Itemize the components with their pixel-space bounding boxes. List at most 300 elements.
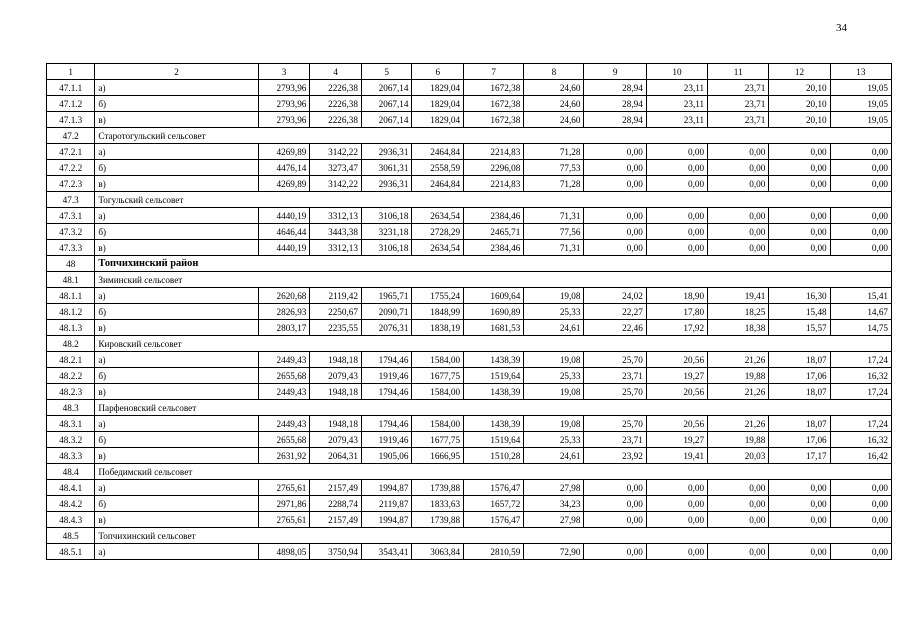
table-cell: 0,00 — [769, 512, 830, 528]
table-cell: 18,07 — [769, 352, 830, 368]
table-cell: 18,07 — [769, 384, 830, 400]
table-row — [47, 80, 892, 96]
table-cell: 2655,68 — [258, 368, 310, 384]
row-code: 48.4.1 — [47, 480, 95, 496]
table-cell: 1948,18 — [310, 384, 362, 400]
table-cell: 15,41 — [830, 288, 891, 304]
row-code: 48.1.1 — [47, 288, 95, 304]
table-cell: 23,11 — [646, 80, 707, 96]
table-cell: 1657,72 — [464, 496, 524, 512]
table-cell: 22,46 — [584, 320, 646, 336]
row-label: в) — [95, 384, 258, 400]
table-cell: 20,56 — [646, 384, 707, 400]
table-cell: 1576,47 — [464, 512, 524, 528]
table-cell: 2765,61 — [258, 512, 310, 528]
table-cell: 3312,13 — [310, 208, 362, 224]
table-row — [47, 512, 892, 528]
row-label: в) — [95, 448, 258, 464]
row-code: 48.3 — [47, 400, 95, 416]
district-row — [47, 256, 892, 272]
table-cell: 0,00 — [708, 512, 769, 528]
table-cell: 0,00 — [646, 240, 707, 256]
table-cell: 14,75 — [830, 320, 891, 336]
table-row — [47, 448, 892, 464]
table-cell: 2067,14 — [361, 80, 412, 96]
table-cell: 3106,18 — [361, 240, 412, 256]
table-cell: 0,00 — [830, 208, 891, 224]
table-cell: 19,88 — [708, 432, 769, 448]
table-cell: 4269,89 — [258, 176, 310, 192]
table-cell: 0,00 — [708, 160, 769, 176]
column-header: 2 — [95, 64, 258, 80]
table-cell: 0,00 — [646, 160, 707, 176]
row-label: а) — [95, 288, 258, 304]
tariff-table — [46, 63, 892, 560]
row-code: 47.2.2 — [47, 160, 95, 176]
table-row — [47, 432, 892, 448]
table-cell: 22,27 — [584, 304, 646, 320]
table-cell: 17,92 — [646, 320, 707, 336]
table-cell: 0,00 — [584, 160, 646, 176]
row-code: 48.2.2 — [47, 368, 95, 384]
table-cell: 19,41 — [646, 448, 707, 464]
table-cell: 2076,31 — [361, 320, 412, 336]
table-cell: 1672,38 — [464, 80, 524, 96]
table-cell: 23,11 — [646, 112, 707, 128]
table-cell: 23,71 — [708, 112, 769, 128]
row-code: 48 — [47, 256, 95, 272]
table-cell: 0,00 — [830, 480, 891, 496]
table-cell: 77,53 — [524, 160, 584, 176]
row-code: 47.1.2 — [47, 96, 95, 112]
table-row — [47, 144, 892, 160]
row-label: в) — [95, 240, 258, 256]
district-title: Топчихинский район — [95, 256, 892, 272]
table-cell: 2631,92 — [258, 448, 310, 464]
row-label: а) — [95, 144, 258, 160]
table-cell: 2157,49 — [310, 480, 362, 496]
table-cell: 2079,43 — [310, 432, 362, 448]
table-cell: 18,07 — [769, 416, 830, 432]
table-cell: 19,08 — [524, 352, 584, 368]
table-cell: 72,90 — [524, 544, 584, 560]
table-cell: 0,00 — [708, 240, 769, 256]
table-cell: 0,00 — [708, 208, 769, 224]
table-cell: 71,31 — [524, 240, 584, 256]
table-cell: 1965,71 — [361, 288, 412, 304]
row-code: 48.3.2 — [47, 432, 95, 448]
row-code: 47.3.3 — [47, 240, 95, 256]
table-cell: 1739,88 — [412, 480, 464, 496]
section-row — [47, 272, 892, 288]
table-cell: 0,00 — [769, 480, 830, 496]
table-cell: 1438,39 — [464, 352, 524, 368]
table-cell: 1829,04 — [412, 80, 464, 96]
table-cell: 23,71 — [584, 432, 646, 448]
table-cell: 0,00 — [830, 512, 891, 528]
table-cell: 3750,94 — [310, 544, 362, 560]
table-cell: 17,06 — [769, 368, 830, 384]
table-cell: 0,00 — [830, 496, 891, 512]
table-cell: 3061,31 — [361, 160, 412, 176]
table-cell: 1848,99 — [412, 304, 464, 320]
row-code: 48.5 — [47, 528, 95, 544]
table-row — [47, 304, 892, 320]
table-cell: 19,08 — [524, 384, 584, 400]
table-cell: 2067,14 — [361, 96, 412, 112]
table-cell: 2793,96 — [258, 80, 310, 96]
table-cell: 0,00 — [584, 224, 646, 240]
table-cell: 17,80 — [646, 304, 707, 320]
table-cell: 16,42 — [830, 448, 891, 464]
table-cell: 3142,22 — [310, 144, 362, 160]
table-row — [47, 208, 892, 224]
table-cell: 0,00 — [584, 496, 646, 512]
table-cell: 18,90 — [646, 288, 707, 304]
row-label: б) — [95, 432, 258, 448]
table-cell: 2449,43 — [258, 352, 310, 368]
table-cell: 24,60 — [524, 112, 584, 128]
table-cell: 19,05 — [830, 96, 891, 112]
table-cell: 2464,84 — [412, 176, 464, 192]
table-cell: 1829,04 — [412, 112, 464, 128]
table-cell: 1690,89 — [464, 304, 524, 320]
row-label: б) — [95, 96, 258, 112]
table-cell: 0,00 — [646, 480, 707, 496]
row-label: а) — [95, 208, 258, 224]
table-cell: 2558,59 — [412, 160, 464, 176]
table-cell: 0,00 — [646, 544, 707, 560]
table-cell: 2064,31 — [310, 448, 362, 464]
row-label: в) — [95, 112, 258, 128]
column-header-row — [47, 64, 892, 80]
row-code: 47.3.2 — [47, 224, 95, 240]
table-cell: 24,61 — [524, 320, 584, 336]
row-label: б) — [95, 496, 258, 512]
table-cell: 1838,19 — [412, 320, 464, 336]
table-cell: 3106,18 — [361, 208, 412, 224]
table-cell: 2449,43 — [258, 384, 310, 400]
table-cell: 2826,93 — [258, 304, 310, 320]
row-label: а) — [95, 544, 258, 560]
table-cell: 1794,46 — [361, 352, 412, 368]
section-row — [47, 192, 892, 208]
table-cell: 1794,46 — [361, 384, 412, 400]
section-title: Зиминский сельсовет — [95, 272, 892, 288]
table-cell: 1919,46 — [361, 432, 412, 448]
table-cell: 2384,46 — [464, 240, 524, 256]
table-cell: 1672,38 — [464, 112, 524, 128]
table-cell: 19,88 — [708, 368, 769, 384]
table-cell: 2235,55 — [310, 320, 362, 336]
table-cell: 21,26 — [708, 416, 769, 432]
table-cell: 19,27 — [646, 432, 707, 448]
row-label: б) — [95, 224, 258, 240]
row-code: 47.2.3 — [47, 176, 95, 192]
table-row — [47, 240, 892, 256]
table-cell: 1677,75 — [412, 368, 464, 384]
table-cell: 2728,29 — [412, 224, 464, 240]
table-cell: 24,61 — [524, 448, 584, 464]
table-cell: 24,02 — [584, 288, 646, 304]
table-cell: 19,41 — [708, 288, 769, 304]
table-cell: 1438,39 — [464, 416, 524, 432]
table-cell: 18,25 — [708, 304, 769, 320]
table-cell: 20,10 — [769, 96, 830, 112]
table-cell: 1919,46 — [361, 368, 412, 384]
table-cell: 0,00 — [584, 144, 646, 160]
column-header: 7 — [464, 64, 524, 80]
table-cell: 25,33 — [524, 432, 584, 448]
table-row — [47, 384, 892, 400]
table-cell: 34,23 — [524, 496, 584, 512]
table-cell: 0,00 — [708, 496, 769, 512]
table-cell: 17,17 — [769, 448, 830, 464]
table-cell: 1677,75 — [412, 432, 464, 448]
table-cell: 2620,68 — [258, 288, 310, 304]
table-cell: 0,00 — [830, 176, 891, 192]
table-cell: 2119,42 — [310, 288, 362, 304]
column-header: 13 — [830, 64, 891, 80]
table-cell: 0,00 — [646, 208, 707, 224]
section-title: Парфеновский сельсовет — [95, 400, 892, 416]
table-cell: 0,00 — [708, 144, 769, 160]
table-cell: 2793,96 — [258, 112, 310, 128]
table-row — [47, 320, 892, 336]
row-code: 48.3.1 — [47, 416, 95, 432]
table-cell: 3231,18 — [361, 224, 412, 240]
section-title: Топчихинский сельсовет — [95, 528, 892, 544]
table-cell: 28,94 — [584, 112, 646, 128]
table-cell: 15,48 — [769, 304, 830, 320]
row-label: а) — [95, 480, 258, 496]
row-code: 47.3.1 — [47, 208, 95, 224]
table-cell: 2226,38 — [310, 80, 362, 96]
table-cell: 23,92 — [584, 448, 646, 464]
table-cell: 2936,31 — [361, 176, 412, 192]
table-cell: 1519,64 — [464, 432, 524, 448]
table-cell: 0,00 — [584, 480, 646, 496]
table-cell: 3312,13 — [310, 240, 362, 256]
table-row — [47, 224, 892, 240]
table-cell: 4898,05 — [258, 544, 310, 560]
table-cell: 23,71 — [708, 80, 769, 96]
table-cell: 2634,54 — [412, 208, 464, 224]
row-code: 48.4.2 — [47, 496, 95, 512]
table-cell: 3443,38 — [310, 224, 362, 240]
table-cell: 1755,24 — [412, 288, 464, 304]
table-cell: 16,32 — [830, 368, 891, 384]
table-cell: 2936,31 — [361, 144, 412, 160]
table-cell: 4440,19 — [258, 208, 310, 224]
table-cell: 18,38 — [708, 320, 769, 336]
row-code: 48.4.3 — [47, 512, 95, 528]
table-cell: 0,00 — [646, 176, 707, 192]
table-cell: 19,08 — [524, 416, 584, 432]
row-code: 47.3 — [47, 192, 95, 208]
row-label: в) — [95, 320, 258, 336]
section-title: Тогульский сельсовет — [95, 192, 892, 208]
table-cell: 20,10 — [769, 112, 830, 128]
table-cell: 0,00 — [646, 512, 707, 528]
table-cell: 16,32 — [830, 432, 891, 448]
row-code: 48.4 — [47, 464, 95, 480]
table-cell: 25,70 — [584, 352, 646, 368]
table-cell: 0,00 — [646, 224, 707, 240]
table-cell: 2214,83 — [464, 144, 524, 160]
table-cell: 0,00 — [708, 480, 769, 496]
table-cell: 3063,84 — [412, 544, 464, 560]
table-cell: 4476,14 — [258, 160, 310, 176]
table-cell: 21,26 — [708, 384, 769, 400]
table-cell: 0,00 — [830, 544, 891, 560]
table-cell: 4646,44 — [258, 224, 310, 240]
table-cell: 21,26 — [708, 352, 769, 368]
table-cell: 71,31 — [524, 208, 584, 224]
table-cell: 0,00 — [708, 224, 769, 240]
table-cell: 0,00 — [646, 496, 707, 512]
table-cell: 2157,49 — [310, 512, 362, 528]
section-row — [47, 528, 892, 544]
row-code: 48.1.3 — [47, 320, 95, 336]
column-header: 12 — [769, 64, 830, 80]
page-number: 34 — [836, 22, 847, 34]
table-cell: 4269,89 — [258, 144, 310, 160]
table-cell: 17,06 — [769, 432, 830, 448]
table-cell: 1739,88 — [412, 512, 464, 528]
table-cell: 28,94 — [584, 96, 646, 112]
section-title: Кировский сельсовет — [95, 336, 892, 352]
table-cell: 0,00 — [584, 512, 646, 528]
table-cell: 1584,00 — [412, 384, 464, 400]
table-cell: 2226,38 — [310, 112, 362, 128]
table-cell: 25,70 — [584, 384, 646, 400]
table-cell: 0,00 — [769, 160, 830, 176]
row-label: а) — [95, 352, 258, 368]
table-cell: 19,08 — [524, 288, 584, 304]
table-cell: 19,05 — [830, 80, 891, 96]
column-header: 8 — [524, 64, 584, 80]
table-cell: 2449,43 — [258, 416, 310, 432]
table-cell: 0,00 — [646, 144, 707, 160]
section-title: Старотогульский сельсовет — [95, 128, 892, 144]
table-row — [47, 544, 892, 560]
table-cell: 3273,47 — [310, 160, 362, 176]
column-header: 10 — [646, 64, 707, 80]
table-cell: 1584,00 — [412, 416, 464, 432]
table-cell: 1438,39 — [464, 384, 524, 400]
row-code: 48.2.3 — [47, 384, 95, 400]
row-code: 48.2 — [47, 336, 95, 352]
table-cell: 1948,18 — [310, 352, 362, 368]
section-row — [47, 128, 892, 144]
table-cell: 0,00 — [830, 144, 891, 160]
table-cell: 0,00 — [769, 544, 830, 560]
table-cell: 1994,87 — [361, 480, 412, 496]
table-cell: 19,27 — [646, 368, 707, 384]
table-cell: 71,28 — [524, 176, 584, 192]
table-cell: 23,11 — [646, 96, 707, 112]
table-cell: 25,70 — [584, 416, 646, 432]
row-label: б) — [95, 160, 258, 176]
table-cell: 1609,64 — [464, 288, 524, 304]
table-row — [47, 176, 892, 192]
table-row — [47, 160, 892, 176]
section-row — [47, 336, 892, 352]
table-cell: 1672,38 — [464, 96, 524, 112]
table-cell: 2465,71 — [464, 224, 524, 240]
column-header: 1 — [47, 64, 95, 80]
row-code: 48.5.1 — [47, 544, 95, 560]
table-row — [47, 368, 892, 384]
table-cell: 25,33 — [524, 304, 584, 320]
table-cell: 71,28 — [524, 144, 584, 160]
table-cell: 0,00 — [584, 208, 646, 224]
table-row — [47, 480, 892, 496]
table-cell: 20,56 — [646, 416, 707, 432]
table-cell: 2090,71 — [361, 304, 412, 320]
table-cell: 24,60 — [524, 96, 584, 112]
section-row — [47, 400, 892, 416]
row-code: 48.1 — [47, 272, 95, 288]
table-cell: 2655,68 — [258, 432, 310, 448]
table-cell: 3142,22 — [310, 176, 362, 192]
table-cell: 0,00 — [830, 240, 891, 256]
table-cell: 17,24 — [830, 352, 891, 368]
table-cell: 0,00 — [769, 240, 830, 256]
table-body — [47, 80, 892, 560]
table-cell: 4440,19 — [258, 240, 310, 256]
row-code: 47.2.1 — [47, 144, 95, 160]
table-cell: 16,30 — [769, 288, 830, 304]
table-cell: 23,71 — [584, 368, 646, 384]
column-header: 3 — [258, 64, 310, 80]
table-cell: 24,60 — [524, 80, 584, 96]
table-cell: 0,00 — [769, 208, 830, 224]
table-row — [47, 112, 892, 128]
table-cell: 27,98 — [524, 480, 584, 496]
table-cell: 0,00 — [769, 176, 830, 192]
table-cell: 0,00 — [769, 496, 830, 512]
section-row — [47, 464, 892, 480]
table-cell: 20,56 — [646, 352, 707, 368]
table-cell: 2067,14 — [361, 112, 412, 128]
table-cell: 2226,38 — [310, 96, 362, 112]
row-label: в) — [95, 176, 258, 192]
table-cell: 2288,74 — [310, 496, 362, 512]
table-cell: 2079,43 — [310, 368, 362, 384]
column-header: 6 — [412, 64, 464, 80]
row-code: 47.2 — [47, 128, 95, 144]
table-cell: 77,56 — [524, 224, 584, 240]
row-label: б) — [95, 368, 258, 384]
table-cell: 27,98 — [524, 512, 584, 528]
row-code: 47.1.3 — [47, 112, 95, 128]
row-code: 48.1.2 — [47, 304, 95, 320]
row-code: 48.3.3 — [47, 448, 95, 464]
table-cell: 20,10 — [769, 80, 830, 96]
row-label: в) — [95, 512, 258, 528]
table-cell: 0,00 — [708, 176, 769, 192]
table-cell: 2214,83 — [464, 176, 524, 192]
table-cell: 2810,59 — [464, 544, 524, 560]
table-row — [47, 352, 892, 368]
table-cell: 1681,53 — [464, 320, 524, 336]
table-cell: 14,67 — [830, 304, 891, 320]
table-cell: 2119,87 — [361, 496, 412, 512]
column-header: 11 — [708, 64, 769, 80]
table-cell: 1519,64 — [464, 368, 524, 384]
